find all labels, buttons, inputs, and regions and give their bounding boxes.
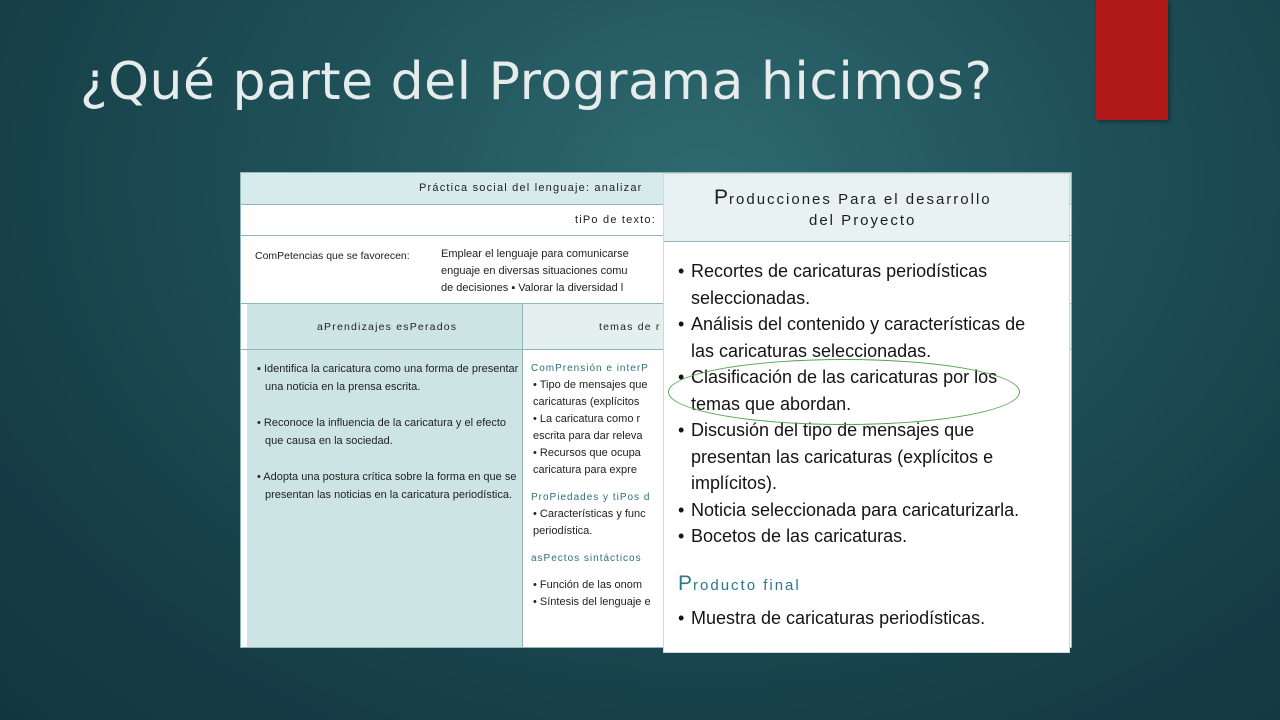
red-accent-tab (1096, 0, 1168, 120)
header-temas: temas de r (599, 321, 661, 333)
temas-heading: ComPrensión e interP (531, 363, 649, 374)
producciones-header (664, 174, 1069, 242)
list-item: • Recortes de caricaturas periodísticas seleccionadas. (678, 261, 988, 308)
header-aprendizajes-cell (247, 304, 523, 349)
list-item: ▪ Identifica la caricatura como una forma de presentar una noticia en la prensa escrita. (257, 363, 519, 393)
list-item: • Tipo de mensajes que (533, 379, 648, 391)
list-item: • Función de las onom (533, 579, 643, 591)
temas-heading: ProPiedades y tiPos d (531, 492, 651, 503)
producto-final-item: • Muestra de caricaturas periodísticas. (678, 608, 986, 628)
list-item: escrita para dar releva (533, 430, 643, 442)
header-aprendizajes: aPrendizajes esPerados (317, 321, 458, 333)
competencias-line: de decisiones ▪ Valorar la diversidad l (441, 282, 624, 294)
aprendizajes-cell (247, 350, 523, 648)
slide-title: ¿Qué parte del Programa hicimos? (80, 52, 993, 112)
producciones-title-line2: del Proyecto (809, 212, 917, 229)
list-item: • Bocetos de las caricaturas. (678, 526, 908, 546)
list-item: • Síntesis del lenguaje e (533, 596, 651, 608)
list-item: • Características y func (533, 508, 646, 520)
practica-social-text: Práctica social del lenguaje: analizar (419, 182, 643, 194)
list-item: • Clasificación de las caricaturas por los temas que abordan. (678, 367, 998, 414)
list-item: caricaturas (explícitos (533, 396, 640, 408)
temas-list (531, 360, 651, 611)
producciones-list (678, 258, 1063, 550)
competencias-line: enguaje en diversas situaciones comu (441, 265, 628, 277)
list-item: caricatura para expre (533, 464, 637, 476)
list-item: • Reconoce la influencia de la caricatura y el efecto que causa en la sociedad. (257, 417, 507, 447)
temas-heading: asPectos sintácticos (531, 553, 642, 564)
list-item: • Discusión del tipo de mensajes que presentan las caricaturas (explícitos e implícitos). (678, 420, 994, 493)
competencias-label: ComPetencias que se favorecen: (255, 250, 410, 262)
producciones-panel (664, 174, 1069, 652)
list-item: • La caricatura como r (533, 413, 641, 425)
list-item: periodística. (533, 525, 593, 537)
competencias-line: Emplear el lenguaje para comunicarse (441, 248, 629, 260)
tipo-texto-text: tiPo de texto: (575, 214, 657, 226)
list-item: • Recursos que ocupa (533, 447, 641, 459)
list-item: • Adopta una postura crítica sobre la forma en que se presentan las noticias en la caricatura periodística. (257, 471, 517, 501)
producto-final-heading: Producto final (678, 572, 801, 595)
competencias-lines (441, 246, 629, 297)
producciones-title-line1: Producciones Para el desarrollo (714, 186, 992, 209)
list-item: • Noticia seleccionada para caricaturizarla. (678, 499, 1020, 520)
aprendizajes-list (255, 360, 521, 522)
list-item: • Análisis del contenido y características de las caricaturas seleccionadas. (678, 314, 1026, 361)
